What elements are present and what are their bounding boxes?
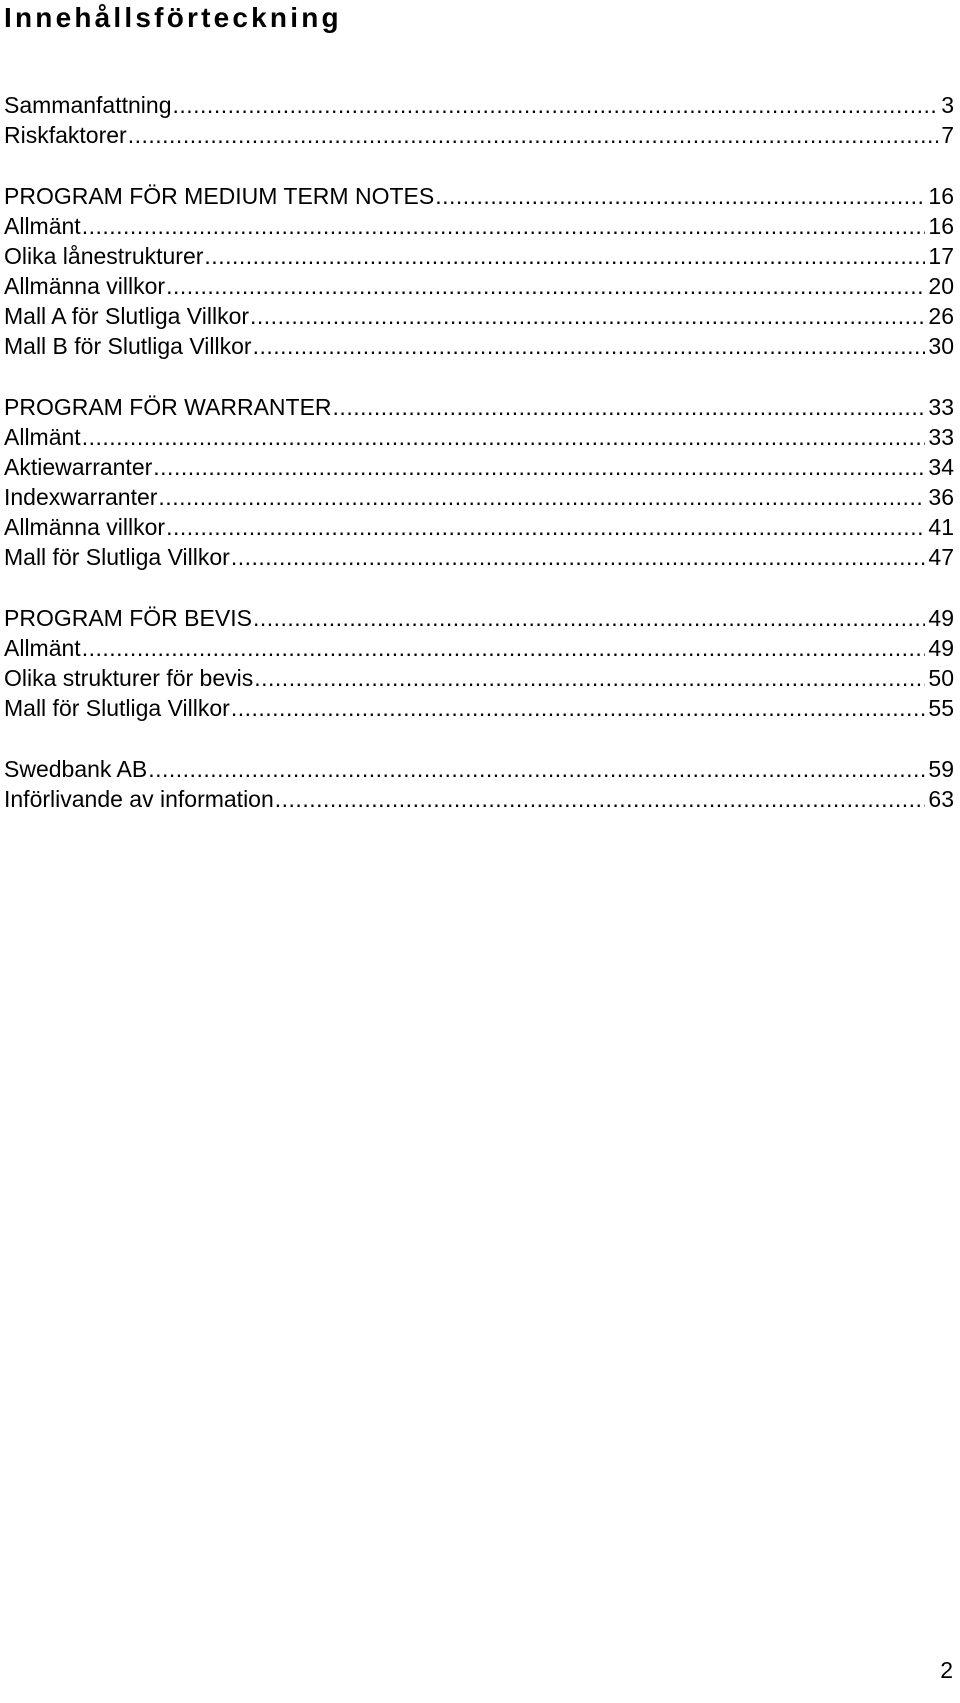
toc-entry-title: Allmänna villkor (4, 273, 166, 299)
toc-dot-leader (128, 120, 939, 150)
toc-group (4, 181, 954, 361)
toc-entry[interactable] (4, 663, 954, 693)
toc-entry-page: 34 (928, 454, 954, 480)
toc-entry-title: Olika lånestrukturer (4, 243, 204, 269)
toc-dot-leader (231, 693, 926, 723)
toc-group (4, 754, 954, 814)
toc-entry[interactable] (4, 90, 954, 120)
toc-entry-title: Olika strukturer för bevis (4, 665, 254, 691)
toc-entry[interactable] (4, 422, 954, 452)
toc-entry-page: 49 (928, 635, 954, 661)
toc-entry[interactable] (4, 693, 954, 723)
toc-entry-title: Indexwarranter (4, 484, 158, 510)
toc-dot-leader (148, 754, 925, 784)
toc-entry-page: 26 (928, 303, 954, 329)
toc-entry[interactable] (4, 512, 954, 542)
toc-entry-page: 63 (928, 786, 954, 812)
toc-entry[interactable] (4, 181, 954, 211)
toc-entry-page: 41 (928, 514, 954, 540)
toc-entry-title: Allmänt (4, 213, 81, 239)
toc-dot-leader (172, 90, 938, 120)
toc-entry-page: 20 (928, 273, 954, 299)
toc-dot-leader (253, 603, 925, 633)
toc-dot-leader (158, 482, 925, 512)
toc-entry-title: Aktiewarranter (4, 454, 153, 480)
toc-entry-page: 17 (928, 243, 954, 269)
toc-entry-page: 16 (928, 183, 954, 209)
toc-group (4, 603, 954, 723)
toc-entry[interactable] (4, 271, 954, 301)
toc-entry[interactable] (4, 542, 954, 572)
toc-entry-title: Mall A för Slutliga Villkor (4, 303, 250, 329)
toc-entry-page: 55 (928, 695, 954, 721)
toc-dot-leader (231, 542, 926, 572)
toc-entry[interactable] (4, 754, 954, 784)
toc-entry-title: Mall för Slutliga Villkor (4, 695, 230, 721)
toc-dot-leader (204, 241, 925, 271)
toc-dot-leader (253, 331, 926, 361)
toc-entry-title: Allmänt (4, 635, 81, 661)
toc-entry-page: 33 (928, 424, 954, 450)
toc-group (4, 392, 954, 572)
toc-dot-leader (254, 663, 925, 693)
toc-entry[interactable] (4, 331, 954, 361)
toc-entry-page: 16 (928, 213, 954, 239)
toc-entry[interactable] (4, 603, 954, 633)
toc-dot-leader (82, 211, 926, 241)
toc-entry[interactable] (4, 452, 954, 482)
table-of-contents (4, 90, 954, 845)
toc-entry-page: 3 (941, 92, 954, 118)
toc-entry-page: 59 (928, 756, 954, 782)
toc-entry-title: Mall för Slutliga Villkor (4, 544, 230, 570)
toc-entry[interactable] (4, 120, 954, 150)
page-title: Innehållsförteckning (4, 2, 342, 33)
toc-dot-leader (435, 181, 925, 211)
toc-entry-page: 7 (941, 122, 954, 148)
toc-entry-title: Riskfaktorer (4, 122, 127, 148)
toc-entry[interactable] (4, 211, 954, 241)
toc-entry-title: Allmänt (4, 424, 81, 450)
toc-entry-title: Mall B för Slutliga Villkor (4, 333, 252, 359)
toc-entry[interactable] (4, 633, 954, 663)
toc-dot-leader (275, 784, 926, 814)
toc-entry-page: 33 (928, 394, 954, 420)
toc-entry-title: Införlivande av information (4, 786, 274, 812)
toc-entry-title: PROGRAM FÖR MEDIUM TERM NOTES (4, 183, 435, 209)
toc-entry-title: PROGRAM FÖR BEVIS (4, 605, 252, 631)
toc-group (4, 90, 954, 150)
toc-dot-leader (166, 271, 925, 301)
toc-dot-leader (250, 301, 925, 331)
toc-entry[interactable] (4, 482, 954, 512)
toc-dot-leader (166, 512, 925, 542)
toc-entry-page: 30 (928, 333, 954, 359)
toc-entry-title: Sammanfattning (4, 92, 172, 118)
toc-entry-title: Swedbank AB (4, 756, 148, 782)
toc-entry[interactable] (4, 301, 954, 331)
toc-dot-leader (333, 392, 926, 422)
toc-entry[interactable] (4, 241, 954, 271)
toc-entry-title: PROGRAM FÖR WARRANTER (4, 394, 332, 420)
toc-entry[interactable] (4, 392, 954, 422)
toc-dot-leader (82, 633, 926, 663)
toc-dot-leader (153, 452, 925, 482)
toc-entry-page: 50 (928, 665, 954, 691)
page-number: 2 (940, 1657, 953, 1683)
toc-entry-page: 47 (928, 544, 954, 570)
toc-entry-page: 36 (928, 484, 954, 510)
toc-entry-title: Allmänna villkor (4, 514, 166, 540)
toc-entry-page: 49 (928, 605, 954, 631)
toc-entry[interactable] (4, 784, 954, 814)
toc-dot-leader (82, 422, 926, 452)
